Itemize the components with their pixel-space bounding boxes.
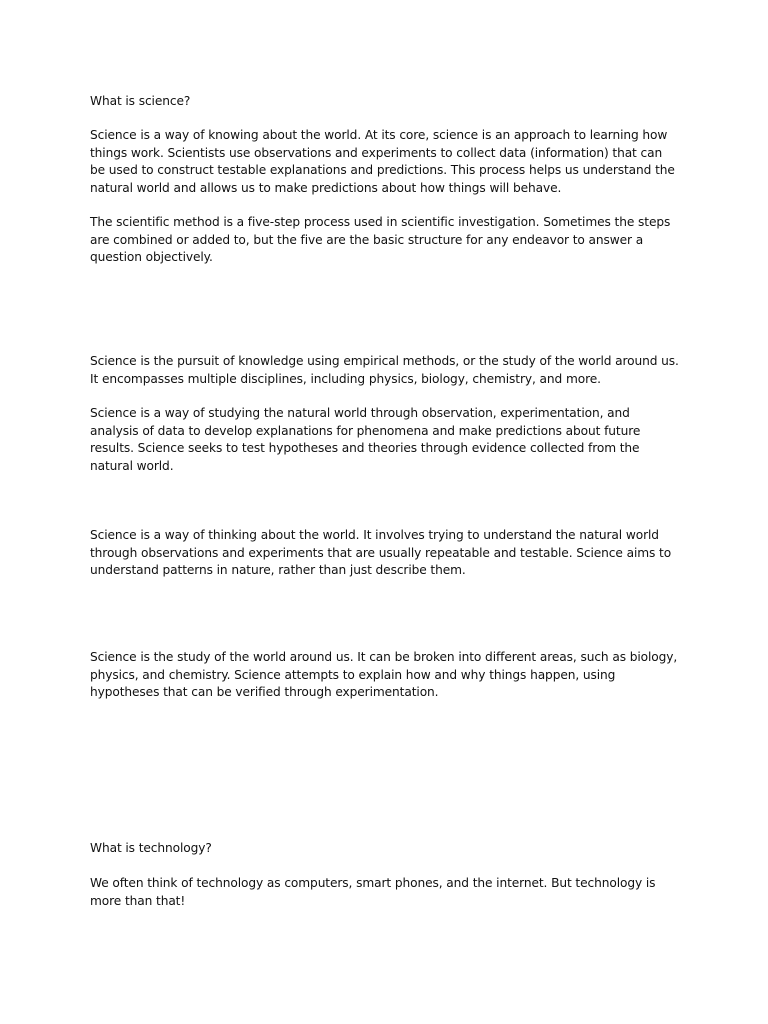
- paragraph-science-study-areas: Science is the study of the world around us. It can be broken into different areas, such as biology, physics, and chemistry. Science attempts to explain how and why things happen, using hypotheses that can be verified through experimentation.: [90, 650, 678, 699]
- heading-what-is-technology: What is technology?: [90, 841, 212, 855]
- heading-what-is-science: What is science?: [90, 94, 191, 108]
- paragraph-science-intro: Science is a way of knowing about the world. At its core, science is an approach to learning how things work. Scientists use observations and experiments to collect data (information) that can be used to construct testable explanations and predictions. This process helps us understand the natural world and allows us to make predictions about how things will behave.: [90, 128, 675, 195]
- paragraph-science-studying: Science is a way of studying the natural world through observation, experimentation, and analysis of data to develop explanations for phenomena and make predictions about future results. Science seeks to test hypotheses and theories through evidence collected from the natural world.: [90, 406, 641, 473]
- paragraph-scientific-method: The scientific method is a five-step process used in scientific investigation. Sometimes the steps are combined or added to, but the five are the basic structure for any endeavor to answer a question objectively.: [90, 215, 671, 264]
- paragraph-technology-intro: We often think of technology as computers, smart phones, and the internet. But technology is more than that!: [90, 876, 656, 908]
- paragraph-science-thinking: Science is a way of thinking about the world. It involves trying to understand the natural world through observations and experiments that are usually repeatable and testable. Science aims to understand patterns in nature, rather than just describe them.: [90, 528, 672, 577]
- paragraph-science-pursuit: Science is the pursuit of knowledge using empirical methods, or the study of the world around us. It encompasses multiple disciplines, including physics, biology, chemistry, and more.: [90, 354, 679, 386]
